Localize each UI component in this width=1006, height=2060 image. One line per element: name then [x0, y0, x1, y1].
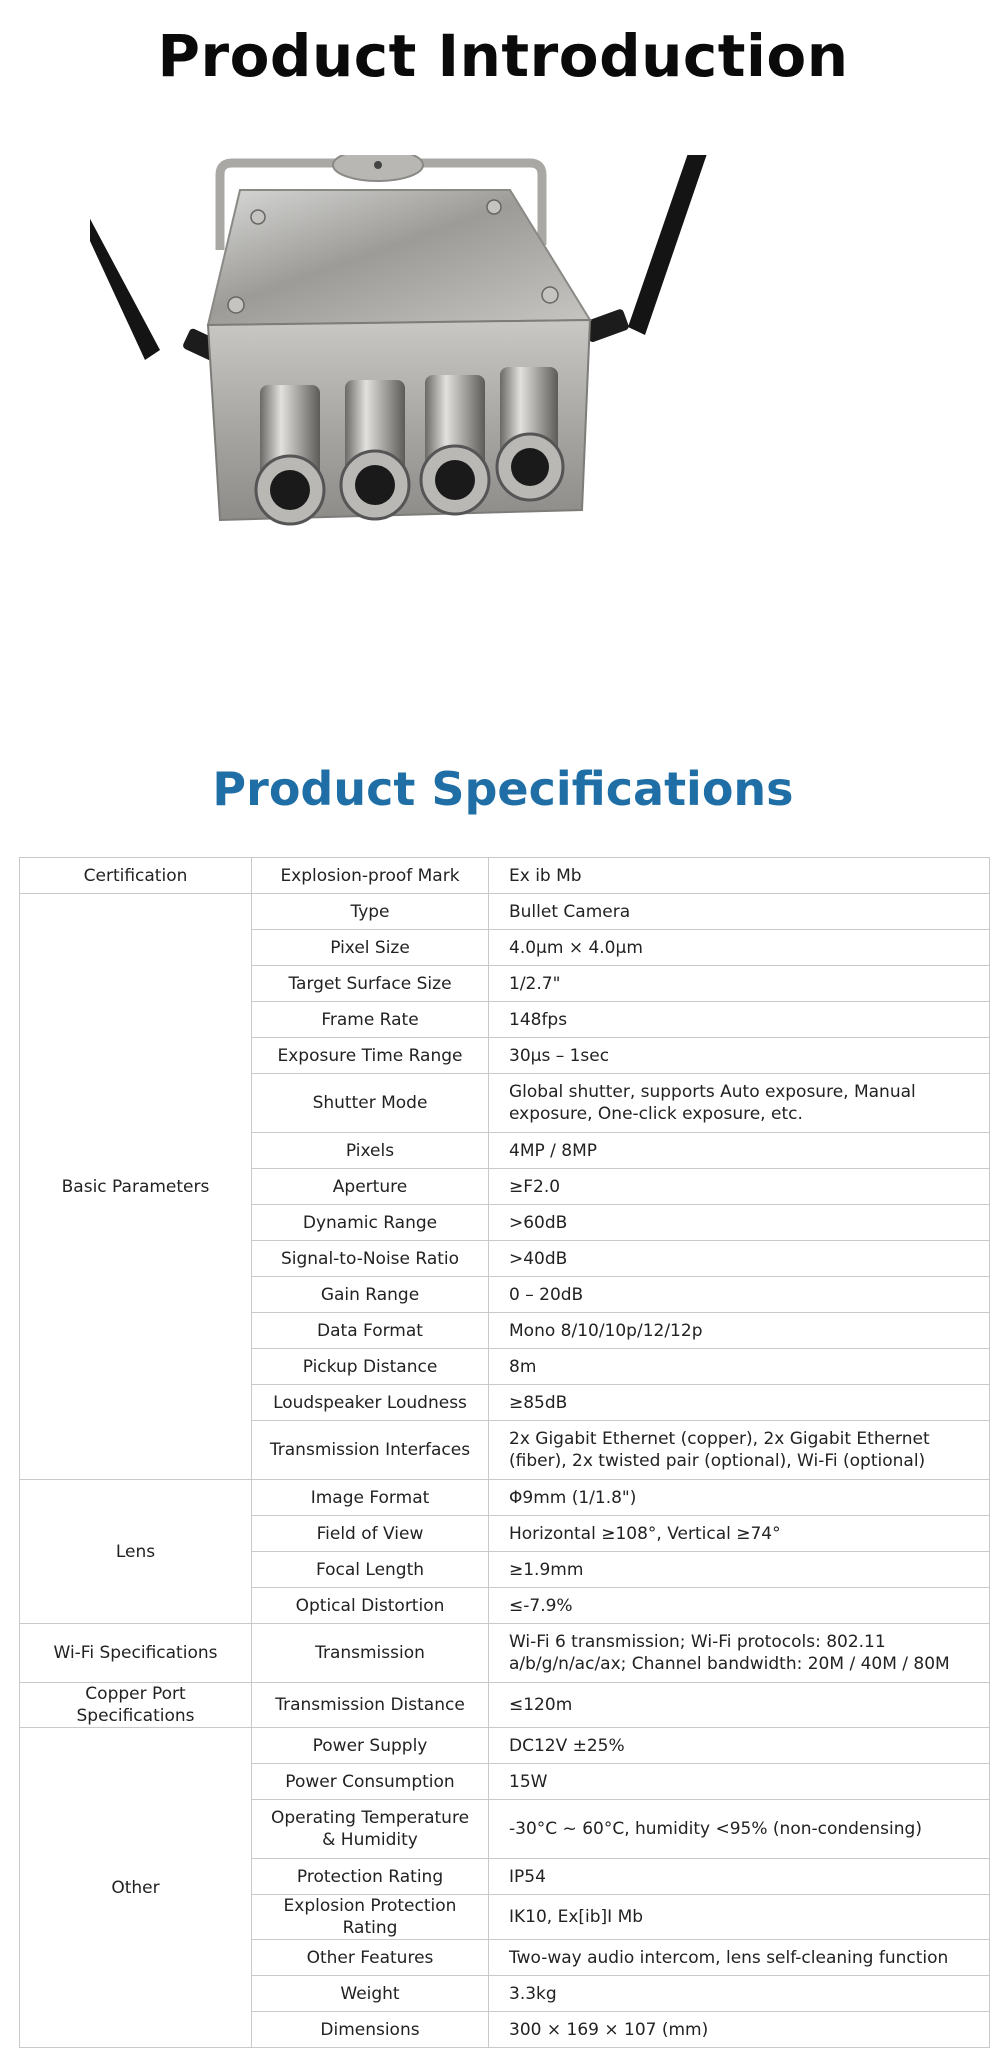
spec-value: ≤120m — [489, 1683, 990, 1728]
spec-name: Explosion Protection Rating — [252, 1895, 489, 1940]
spec-name: Exposure Time Range — [252, 1038, 489, 1074]
spec-name: Loudspeaker Loudness — [252, 1385, 489, 1421]
table-row — [20, 1728, 990, 1764]
spec-name: Dynamic Range — [252, 1205, 489, 1241]
spec-name: Operating Temperature & Humidity — [252, 1800, 489, 1859]
spec-category: Wi-Fi Specifications — [20, 1624, 252, 1683]
spec-value: 4.0μm × 4.0μm — [489, 930, 990, 966]
spec-category: Other — [20, 1728, 252, 2048]
spec-value: 3.3kg — [489, 1976, 990, 2012]
spec-value: 30μs – 1sec — [489, 1038, 990, 1074]
spec-name: Gain Range — [252, 1277, 489, 1313]
spec-value: >40dB — [489, 1241, 990, 1277]
spec-value: ≤-7.9% — [489, 1588, 990, 1624]
spec-value: IP54 — [489, 1859, 990, 1895]
spec-name: Optical Distortion — [252, 1588, 489, 1624]
spec-value: 1/2.7" — [489, 966, 990, 1002]
spec-value: IK10, Ex[ib]I Mb — [489, 1895, 990, 1940]
spec-value: 148fps — [489, 1002, 990, 1038]
spec-value: ≥1.9mm — [489, 1552, 990, 1588]
spec-value: >60dB — [489, 1205, 990, 1241]
spec-name: Signal-to-Noise Ratio — [252, 1241, 489, 1277]
product-introduction-title: Product Introduction — [157, 22, 849, 90]
left-antenna — [90, 200, 227, 364]
spec-name: Aperture — [252, 1169, 489, 1205]
spec-name: Focal Length — [252, 1552, 489, 1588]
spec-value: 15W — [489, 1764, 990, 1800]
spec-name: Transmission Interfaces — [252, 1421, 489, 1480]
spec-name: Other Features — [252, 1940, 489, 1976]
spec-value: DC12V ±25% — [489, 1728, 990, 1764]
spec-name: Frame Rate — [252, 1002, 489, 1038]
spec-name: Target Surface Size — [252, 966, 489, 1002]
spec-name: Transmission — [252, 1624, 489, 1683]
specifications-table — [19, 857, 990, 2048]
spec-name: Pixel Size — [252, 930, 489, 966]
spec-name: Type — [252, 894, 489, 930]
spec-value: 0 – 20dB — [489, 1277, 990, 1313]
spec-name: Transmission Distance — [252, 1683, 489, 1728]
spec-name: Protection Rating — [252, 1859, 489, 1895]
spec-name: Explosion-proof Mark — [252, 858, 489, 894]
spec-value: Horizontal ≥108°, Vertical ≥74° — [489, 1516, 990, 1552]
spec-value: Two-way audio intercom, lens self-cleaning function — [489, 1940, 990, 1976]
spec-name: Field of View — [252, 1516, 489, 1552]
spec-value: Mono 8/10/10p/12/12p — [489, 1313, 990, 1349]
spec-value: Φ9mm (1/1.8") — [489, 1480, 990, 1516]
spec-name: Pixels — [252, 1133, 489, 1169]
spec-name: Power Consumption — [252, 1764, 489, 1800]
product-photo — [90, 155, 940, 685]
spec-name: Dimensions — [252, 2012, 489, 2048]
table-row — [20, 858, 990, 894]
spec-value: 2x Gigabit Ethernet (copper), 2x Gigabit Ethernet (fiber), 2x twisted pair (optional), Wi-Fi (optional) — [489, 1421, 990, 1480]
spec-name: Data Format — [252, 1313, 489, 1349]
spec-value: Global shutter, supports Auto exposure, Manual exposure, One-click exposure, etc. — [489, 1074, 990, 1133]
spec-value: Ex ib Mb — [489, 858, 990, 894]
spec-value: 300 × 169 × 107 (mm) — [489, 2012, 990, 2048]
spec-name: Image Format — [252, 1480, 489, 1516]
spec-value: ≥F2.0 — [489, 1169, 990, 1205]
spec-category: Basic Parameters — [20, 894, 252, 1480]
spec-value: Bullet Camera — [489, 894, 990, 930]
spec-value: Wi-Fi 6 transmission; Wi-Fi protocols: 802.11 a/b/g/n/ac/ax; Channel bandwidth: 20M / 40M / 80M — [489, 1624, 990, 1683]
spec-name: Pickup Distance — [252, 1349, 489, 1385]
spec-category: Certification — [20, 858, 252, 894]
spec-value: ≥85dB — [489, 1385, 990, 1421]
spec-name: Power Supply — [252, 1728, 489, 1764]
product-specifications-title: Product Specifications — [212, 762, 794, 816]
table-row — [20, 1624, 990, 1683]
spec-category: Copper Port Specifications — [20, 1683, 252, 1728]
spec-value: 4MP / 8MP — [489, 1133, 990, 1169]
spec-value: -30°C ~ 60°C, humidity <95% (non-condensing) — [489, 1800, 990, 1859]
spec-value: 8m — [489, 1349, 990, 1385]
table-row — [20, 1480, 990, 1516]
spec-name: Shutter Mode — [252, 1074, 489, 1133]
right-antenna — [583, 155, 711, 343]
spec-category: Lens — [20, 1480, 252, 1624]
table-row — [20, 894, 990, 930]
spec-name: Weight — [252, 1976, 489, 2012]
table-row — [20, 1683, 990, 1728]
